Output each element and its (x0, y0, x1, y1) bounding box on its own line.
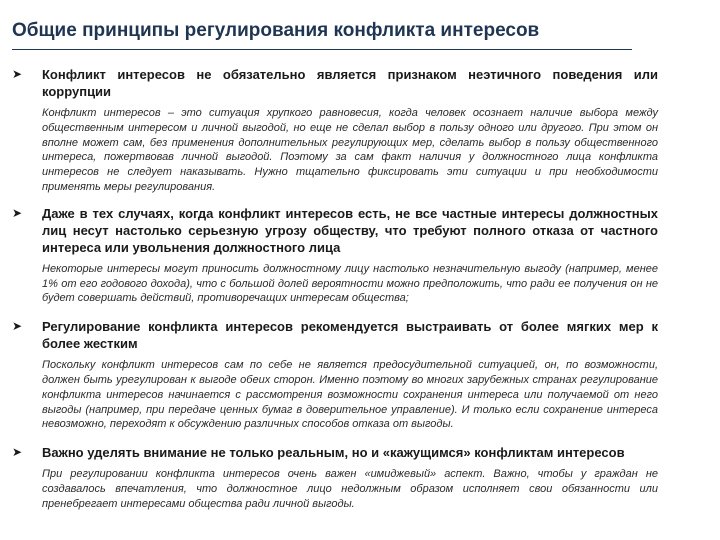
arrow-bullet-icon: ➤ (12, 205, 23, 220)
arrow-bullet-icon: ➤ (12, 445, 23, 460)
principles-list (10, 66, 658, 520)
principle-point (10, 66, 658, 100)
principle-heading: Конфликт интересов не обязательно является признаком неэтичного поведения или коррупции (42, 67, 658, 99)
principle-section (10, 205, 658, 306)
principle-heading: Даже в тех случаях, когда конфликт интересов есть, не все частные интересы должностных лиц несут настолько серьезную угрозу обществу, что требуют полного отказа от частного интереса или увольнения должностного лица (42, 205, 658, 255)
principle-explanation: Поскольку конфликт интересов сам по себе не является предосудительной ситуацией, он, по возможности, должен быть урегулирован к выгоде обеих сторон. Именно поэтому во многих зарубежных странах регулирование конфликта интересов начинается с рассмотрения возможности сохранения интереса или получаемой от него выгоды (например, при передаче ценных бумаг в доверительное управление). И только если сохранение интереса невозможно, переходят к обсуждению различных способов отказа от выгоды. (42, 359, 658, 431)
principle-section (10, 318, 658, 432)
principle-explanation: При регулировании конфликта интересов очень важен «имиджевый» аспект. Важно, чтобы у граждан не создавалось впечатления, что должностное лицо недолжным образом исполняет свои обязанности или пренебрегает интересами общества ради личной выгоды. (42, 468, 658, 510)
principle-point (10, 318, 658, 352)
principle-point (10, 205, 658, 256)
principle-section (10, 66, 658, 195)
title-underline (12, 49, 632, 50)
principle-explanation: Конфликт интересов – это ситуация хрупкого равновесия, когда человек осознает наличие выбора между общественным интересом и личной выгодой, но еще не сделал выбор в пользу одного или другого. При этом он вполне может сам, без применения дополнительных регулирующих мер, сделать выбор в пользу общественного интереса, пожертвовав личной выгодой. Поэтому за сам факт наличия у должностного лица конфликта интересов не следует наказывать. Нужно тщательно фиксировать эти ситуации и при необходимости применять меры регулирования. (42, 107, 658, 193)
principle-heading: Регулирование конфликта интересов рекомендуется выстраивать от более мягких мер к более жестким (42, 319, 658, 352)
principle-explanation: Некоторые интересы могут приносить должностному лицу настолько незначительную выгоду (например, менее 1% от его годового дохода), что с большой долей вероятности можно предположить, что ради ее получения он не будет совершать действий, противоречащих интересам общества; (42, 262, 658, 305)
principle-section (10, 444, 658, 511)
arrow-bullet-icon: ➤ (12, 67, 23, 81)
principle-point (10, 444, 658, 461)
principle-heading: Важно уделять внимание не только реальным, но и «кажущимся» конфликтам интересов (42, 445, 625, 461)
arrow-bullet-icon: ➤ (12, 319, 23, 334)
page-title: Общие принципы регулирования конфликта интересов (12, 20, 540, 41)
